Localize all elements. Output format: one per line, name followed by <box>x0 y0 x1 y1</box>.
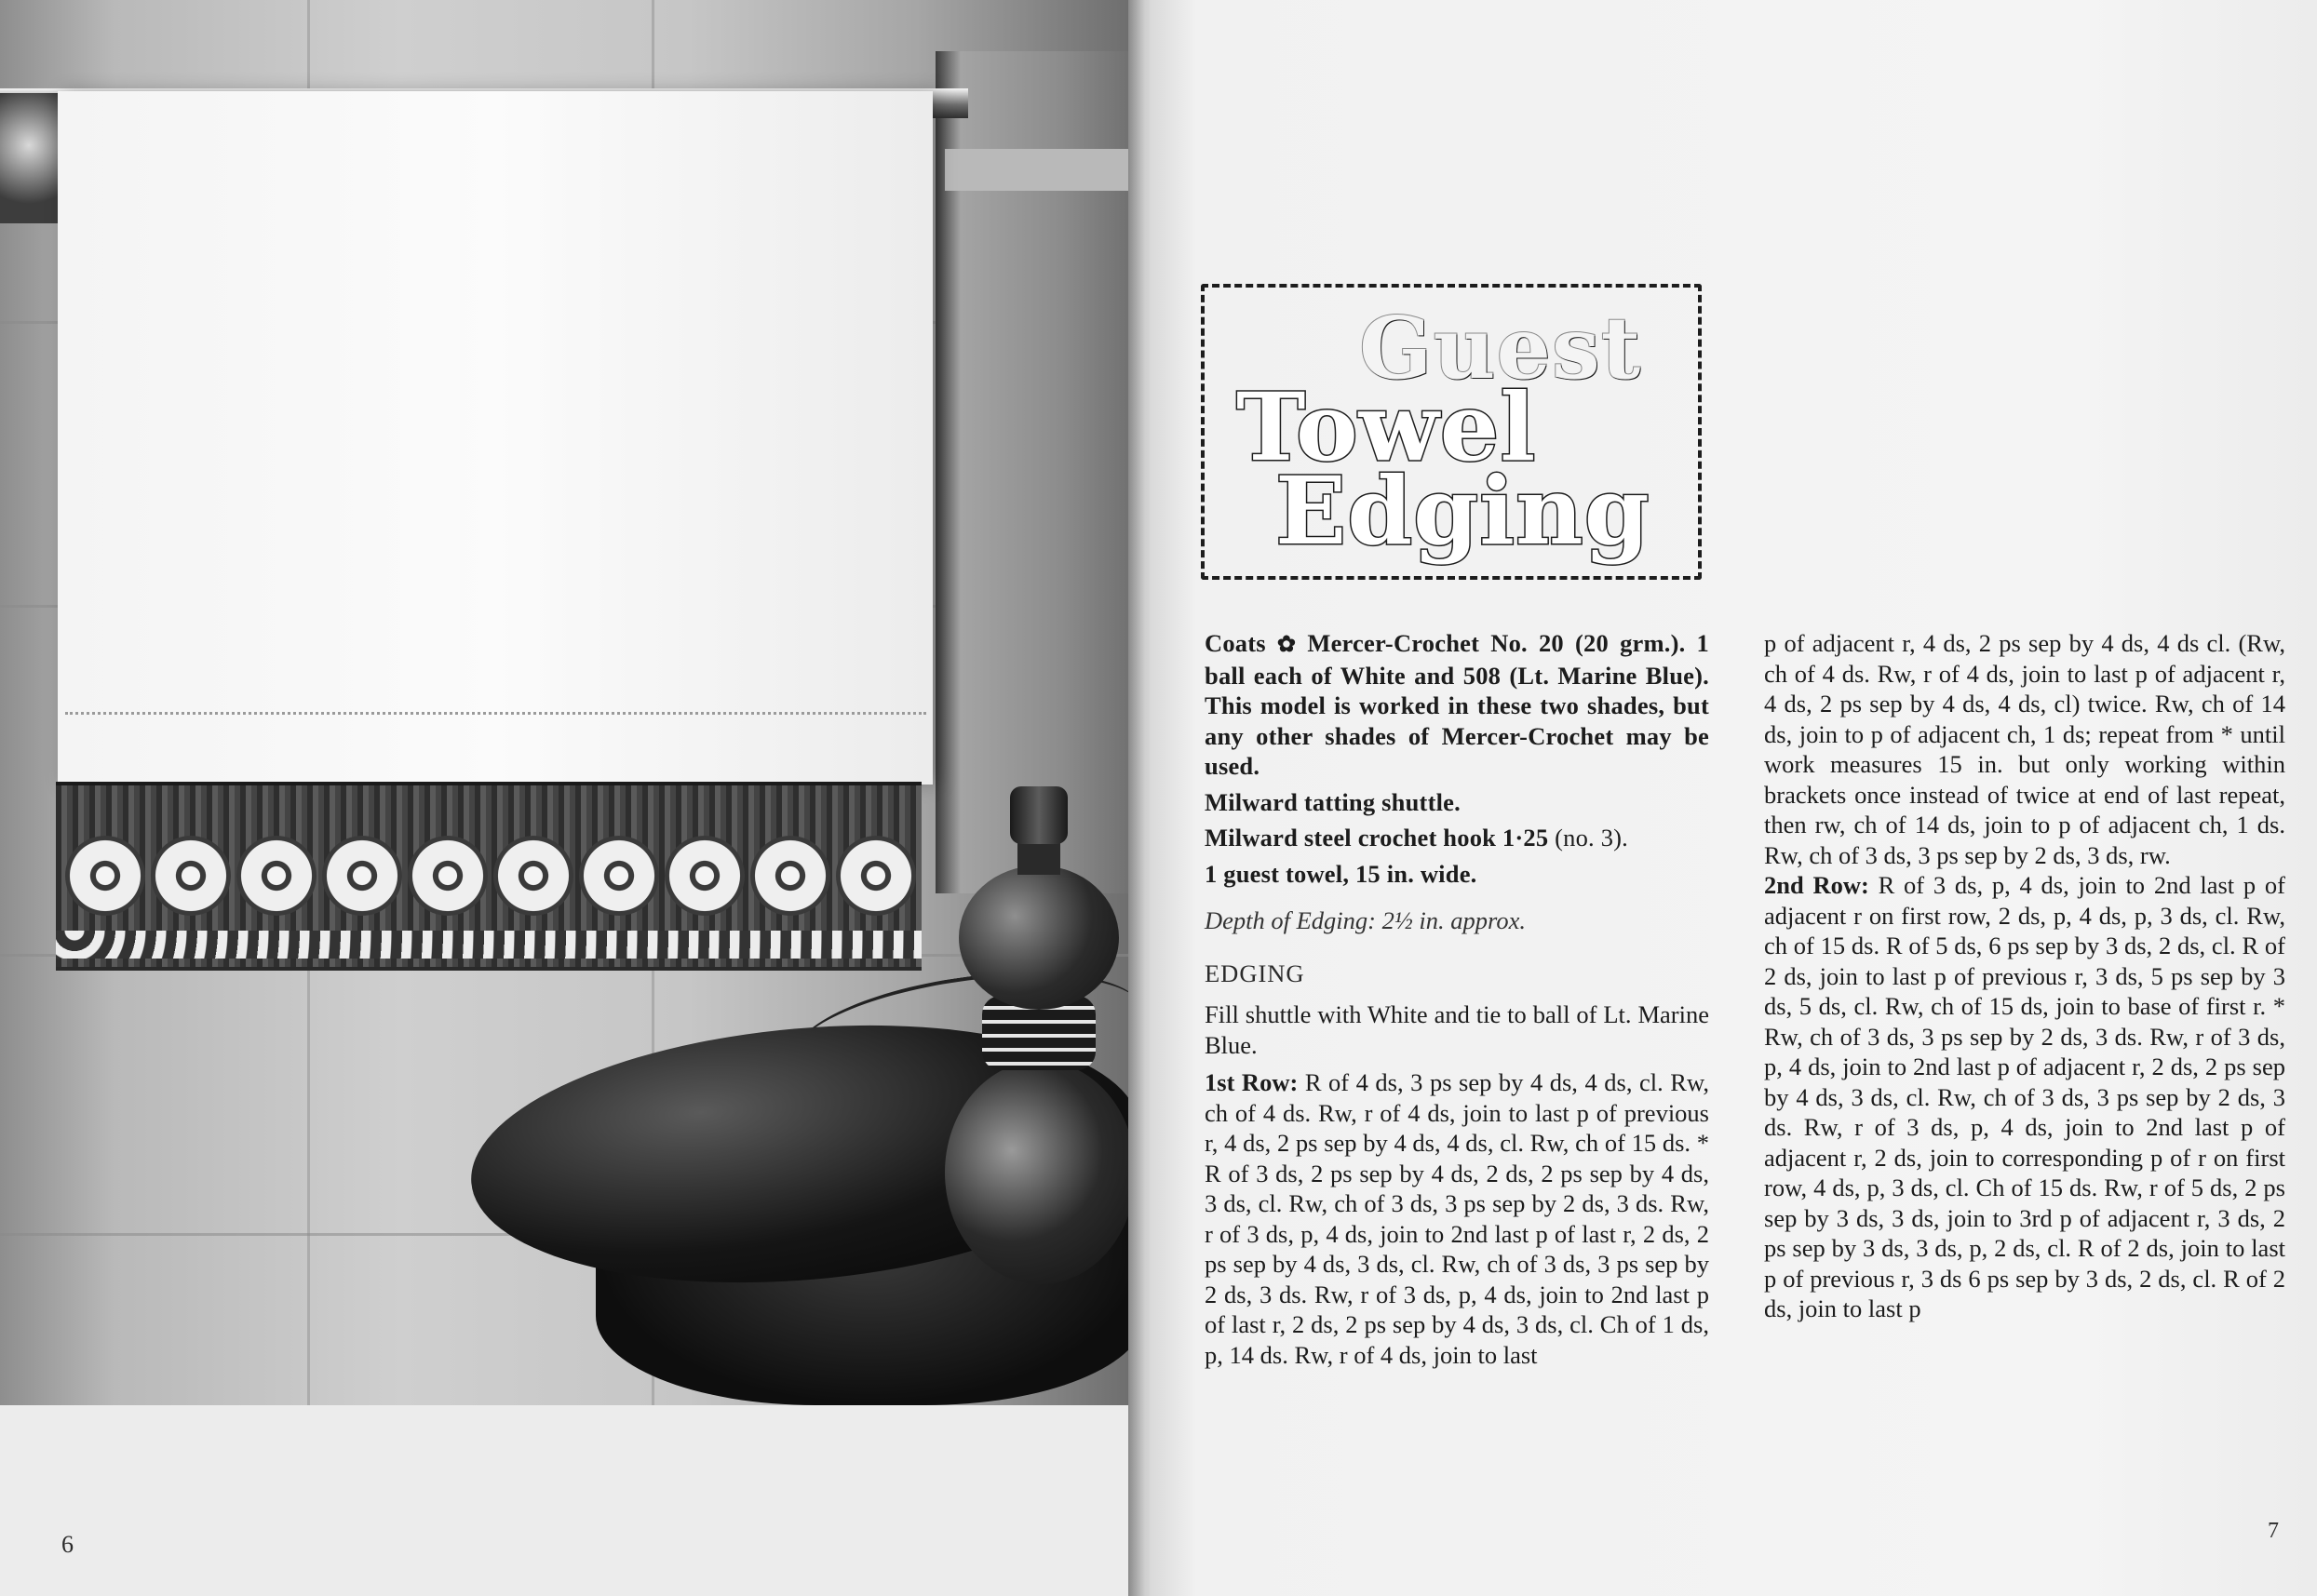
materials-towel: 1 guest towel, 15 in. wide. <box>1205 859 1477 888</box>
coats-logo-icon: ✿ <box>1276 633 1297 657</box>
fill-instructions: Fill shuttle with White and tie to ball of Lt. Marine Blue. <box>1205 1000 1709 1059</box>
yarn-details: Mercer-Crochet No. 20 (20 grm.). 1 ball each of White and 508 (Lt. Marine Blue). This model is worked in these two shades, but any other shades of Mercer-Crochet may be used. <box>1205 629 1710 780</box>
text-column-left <box>1205 628 1709 1370</box>
brand-name: Coats <box>1205 629 1266 657</box>
edging-flower <box>665 836 745 916</box>
edging-flower <box>65 836 145 916</box>
edging-flower <box>750 836 830 916</box>
edging-flower <box>579 836 659 916</box>
left-page <box>0 0 1140 1596</box>
materials-shuttle: Milward tatting shuttle. <box>1205 787 1461 816</box>
hook-name: Milward steel crochet hook 1·25 <box>1205 824 1549 852</box>
towel-hemstitch <box>65 712 926 715</box>
row2-paragraph <box>1764 870 2285 1324</box>
bottle-body <box>945 1061 1136 1284</box>
edging-picot-row <box>56 931 922 959</box>
edging-flower <box>836 836 916 916</box>
title-line-towel: Towel <box>1236 372 1537 482</box>
row1-label: 1st Row: <box>1205 1068 1299 1096</box>
section-heading: EDGING <box>1205 959 1305 987</box>
title-box <box>1201 284 1704 582</box>
guest-towel <box>58 91 933 785</box>
edging-flower <box>151 836 231 916</box>
row2-label: 2nd Row: <box>1764 871 1869 899</box>
depth-note: Depth of Edging: 2½ in. approx. <box>1205 906 1526 934</box>
edging-flower <box>493 836 573 916</box>
materials-hook <box>1205 823 1709 853</box>
bottle-cap <box>1010 786 1068 844</box>
page-number-left: 6 <box>61 1531 74 1558</box>
cabinet-band <box>945 149 1145 191</box>
title-line-edging: Edging <box>1275 456 1650 566</box>
edging-flower <box>236 836 317 916</box>
edging-flower-row <box>65 836 922 929</box>
bottle-top <box>959 865 1119 1010</box>
page-number-right: 7 <box>2268 1519 2279 1543</box>
edging-flower <box>322 836 402 916</box>
towel-photo <box>0 0 1145 1405</box>
row2-text: R of 3 ds, p, 4 ds, join to 2nd last p of adjacent r on first row, 2 ds, p, 4 ds, p, 3 ds, cl. Rw, ch of 15 ds. R of 5 ds, 6 ps sep by 3 ds, 2 ds, cl. R of 2 ds, join to last p of previous r, 3 ds, 5 ps sep by 3 ds, 5 ds, cl. Rw, ch of 15 ds, join to base of first r. * Rw, ch of 3 ds, 3 ps sep by 2 ds, 3 ds. Rw, r of 3 ds, p, 4 ds, join to 2nd last p of adjacent r, 2 ds, 2 ps sep by 4 ds, 3 ds, cl. Rw, ch of 3 ds, 3 ps sep by 2 ds, 3 ds. Rw, r of 3 ds, p, 4 ds, join to 2nd last p of adjacent r, 2 ds, join to corresponding p of r on first row, 4 ds, p, 3 ds, cl. Ch of 15 ds. Rw, r of 5 ds, 2 ps sep by 3 ds, 3 ds, join to 3rd p of adjacent r, 3 ds, 2 ps sep by 3 ds, 3 ds, p, 2 ds, cl. R of 2 ds, join to last p of previous r, 3 ds 6 ps sep by 3 ds, 2 ds, cl. R of 2 ds, join to last p <box>1764 871 2285 1322</box>
row1-paragraph <box>1205 1067 1709 1370</box>
row1-text: R of 4 ds, 3 ps sep by 4 ds, 4 ds, cl. Rw, ch of 4 ds. Rw, r of 4 ds, join to last p of previous r, 4 ds, 2 ps sep by 4 ds, 4 ds, cl. Rw, ch of 15 ds. * R of 3 ds, 2 ps sep by 4 ds, 2 ds, 2 ps sep by 4 ds, 3 ds, cl. Rw, ch of 3 ds, 3 ps sep by 2 ds, 3 ds. Rw, r of 3 ds, p, 4 ds, join to 2nd last p of last r, 2 ds, 2 ps sep by 4 ds, 3 ds, cl. Rw, ch of 3 ds, 3 ps sep by 2 ds, 3 ds. Rw, r of 3 ds, p, 4 ds, join to 2nd last p of last r, 2 ds, 2 ps sep by 4 ds, 3 ds, cl. Ch of 1 ds, p, 14 ds. Rw, r of 4 ds, join to last <box>1205 1068 1709 1369</box>
materials-yarn <box>1205 628 1709 782</box>
row1-continued: p of adjacent r, 4 ds, 2 ps sep by 4 ds, 4 ds cl. (Rw, ch of 4 ds. Rw, r of 4 ds, join to last p of adjacent r, 4 ds, 2 ps sep by 4 ds, 4 ds, cl) twice. Rw, ch of 14 ds, join to p of adjacent ch, 1 ds; repeat from * until work measures 15 in. but only working within brackets once instead of twice at end of last repeat, then rw, ch of 14 ds, join to p of adjacent ch, 1 ds. Rw, ch of 3 ds, 3 ps sep by 2 ds, 3 ds, rw. <box>1764 629 2285 869</box>
text-column-right <box>1764 628 2285 1324</box>
edging-flower <box>408 836 488 916</box>
towel-rail-bracket <box>0 93 58 223</box>
title-line-guest: Guest <box>1359 298 1642 398</box>
hook-size: (no. 3). <box>1548 824 1628 852</box>
